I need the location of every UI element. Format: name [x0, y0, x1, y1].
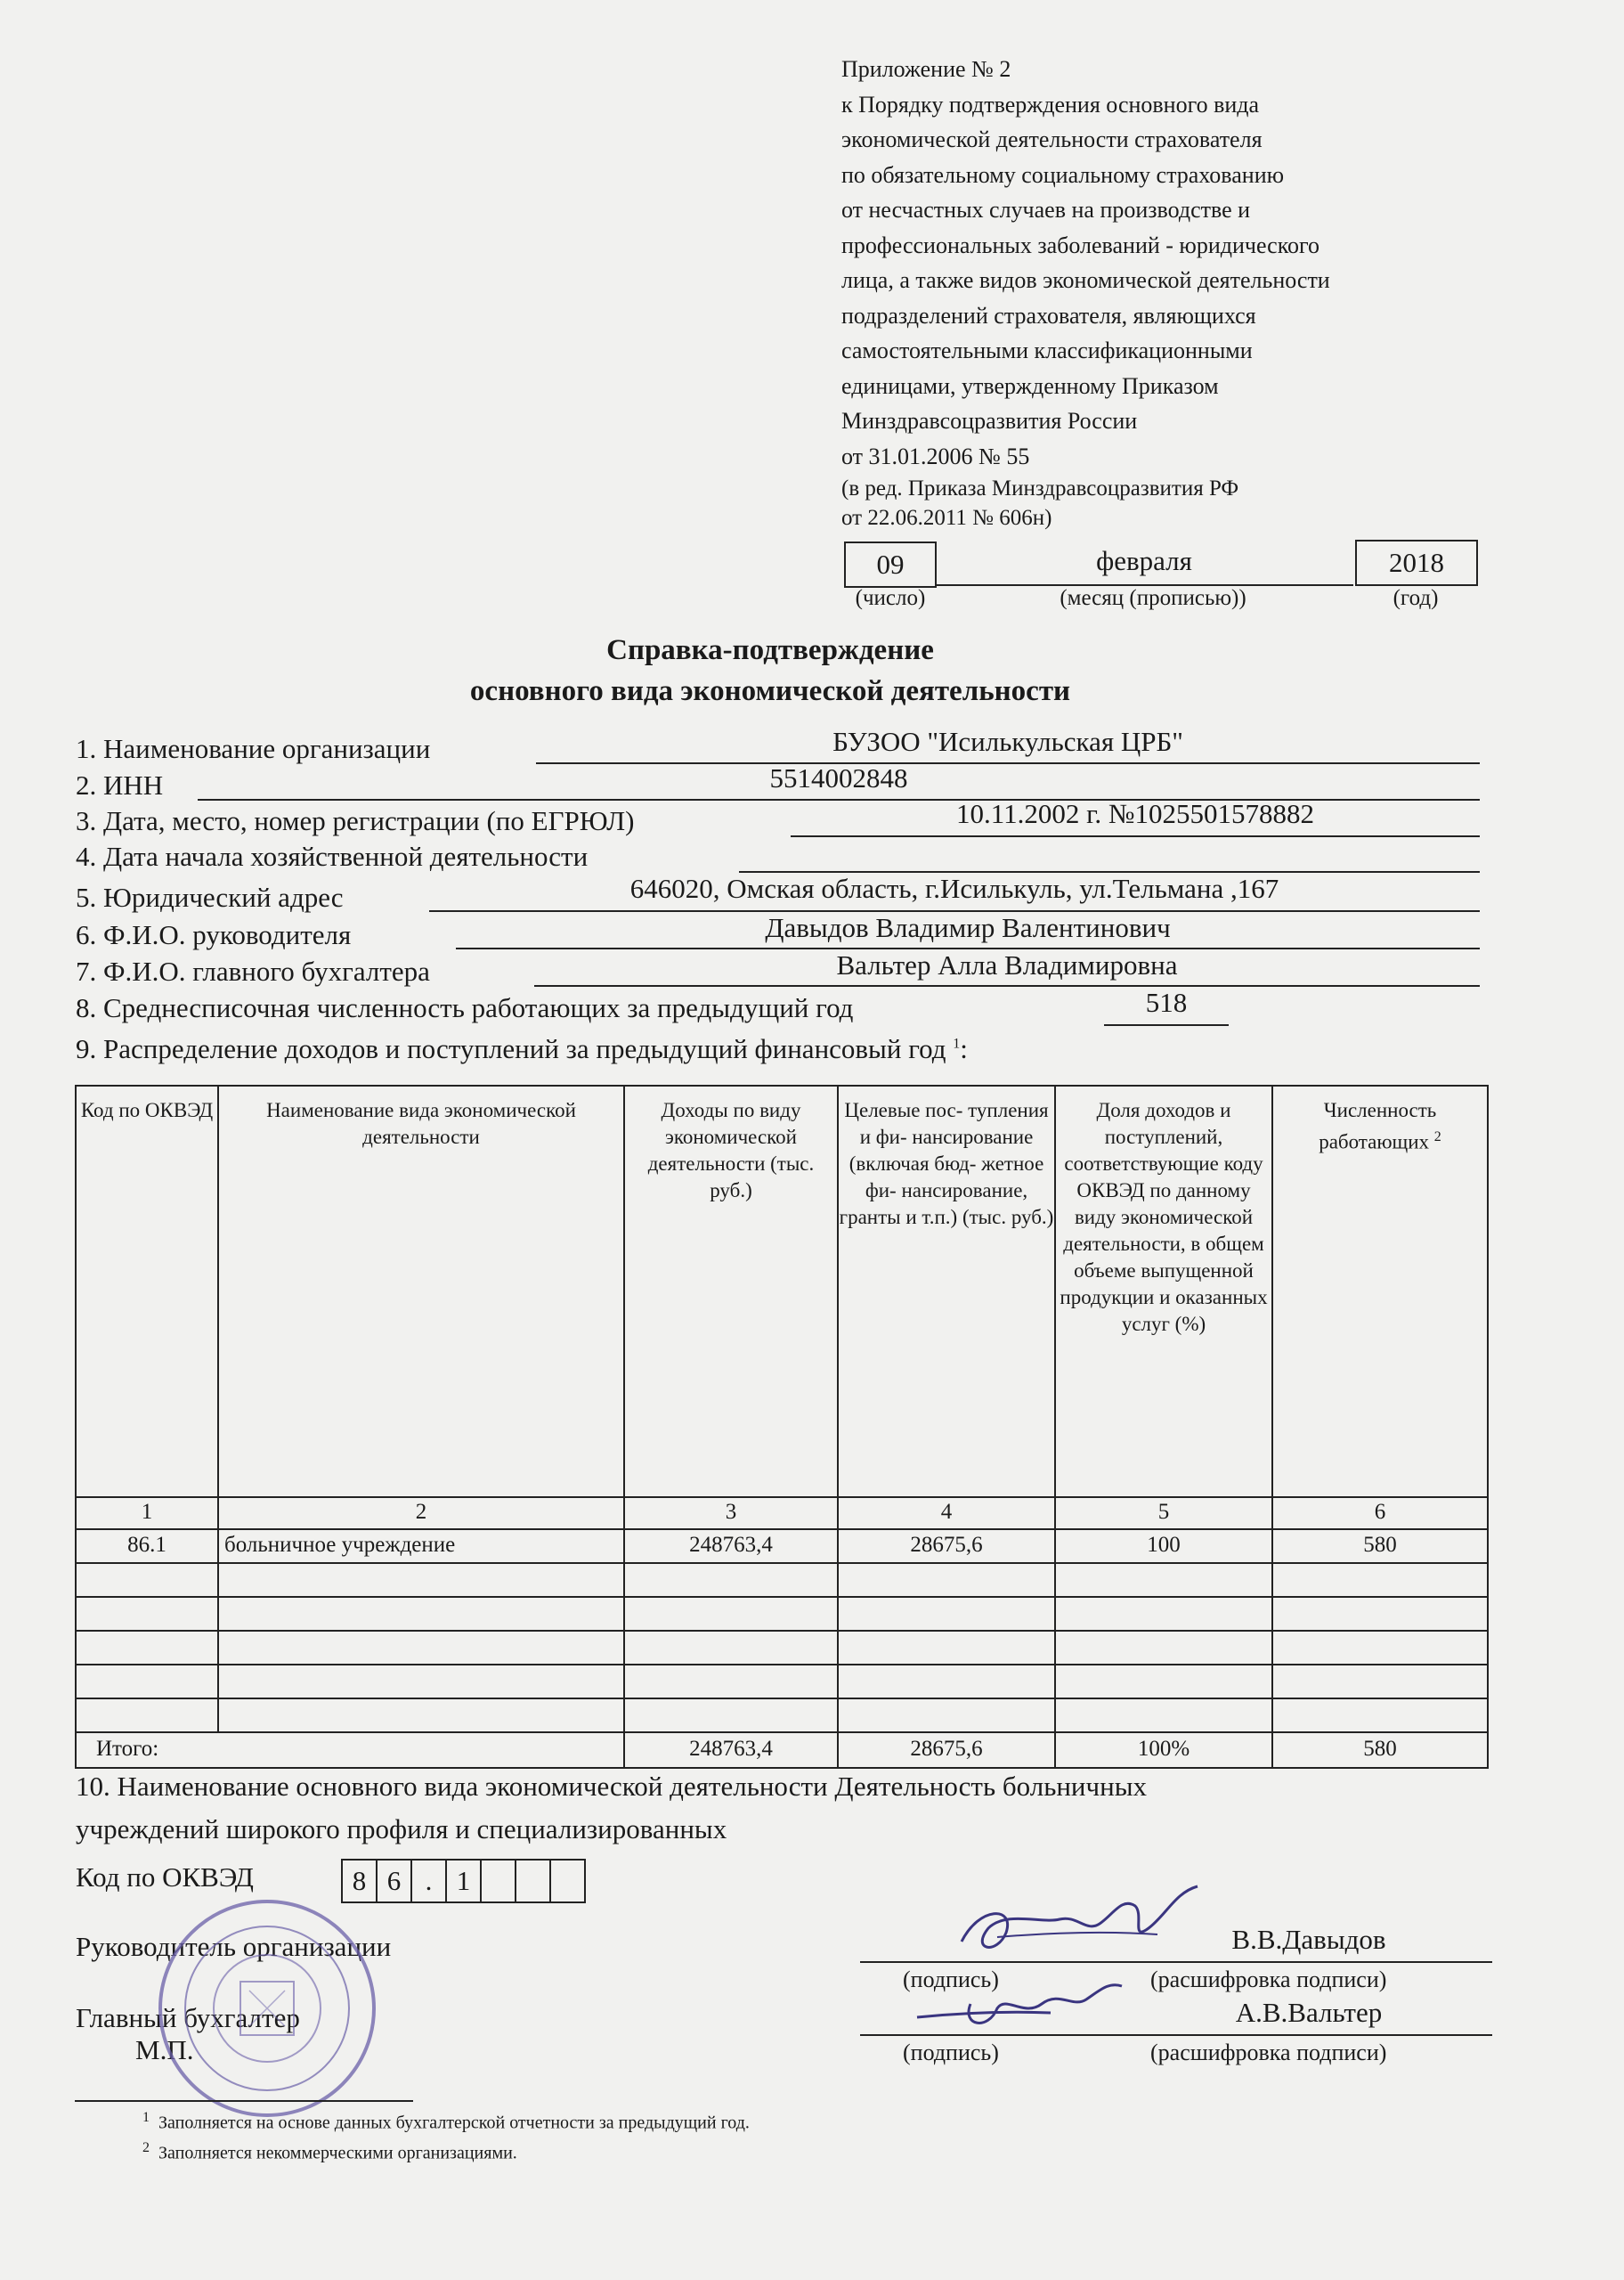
- appendix-line: самостоятельными классификационными: [841, 338, 1253, 363]
- total-share: 100%: [1055, 1732, 1272, 1768]
- appendix-line: от несчастных случаев на производстве и: [841, 197, 1251, 223]
- field-value-address: 646020, Омская область, г.Исилькуль, ул.Тельмана ,167: [629, 873, 1279, 904]
- table-cell: [1055, 1597, 1272, 1631]
- table-header-text: Численность работающих: [1319, 1099, 1437, 1153]
- field-label-director: 6. Ф.И.О. руководителя: [76, 919, 352, 950]
- table-cell: [1055, 1631, 1272, 1665]
- appendix-line: по обязательному социальному страхованию: [841, 161, 1285, 188]
- field-label-colon: :: [960, 1033, 968, 1064]
- appendix-amendment: (в ред. Приказа Минздравсоцразвития РФ: [841, 476, 1239, 501]
- stamp-place-label: М.П.: [135, 2034, 194, 2065]
- appendix-line: лица, а также видов экономической деятельности: [841, 267, 1330, 293]
- table-cell: 580: [1272, 1529, 1488, 1563]
- table-cell: [838, 1698, 1055, 1732]
- table-cell: 248763,4: [624, 1529, 838, 1563]
- table-cell: [624, 1665, 838, 1698]
- column-number: 5: [1055, 1497, 1272, 1529]
- date-month-caption: (месяц (прописью)): [1060, 586, 1246, 610]
- appendix-header: [841, 52, 1330, 533]
- appendix-line: подразделений страхователя, являющихся: [841, 302, 1256, 329]
- table-cell: [76, 1597, 218, 1631]
- table-header-cell: Код по ОКВЭД: [76, 1086, 218, 1497]
- table-row: [76, 1563, 1488, 1597]
- table-cell: [1272, 1563, 1488, 1597]
- date-day-caption: (число): [855, 586, 926, 610]
- appendix-line: профессиональных заболеваний - юридического: [841, 232, 1320, 258]
- appendix-line: Минздравсоцразвития России: [841, 408, 1138, 434]
- okved-label: Код по ОКВЭД: [76, 1861, 254, 1893]
- column-number: 6: [1272, 1497, 1488, 1529]
- table-cell: [218, 1698, 624, 1732]
- table-cell: [838, 1665, 1055, 1698]
- table-cell: [1055, 1698, 1272, 1732]
- head-label: Руководитель организации: [76, 1931, 392, 1962]
- table-header-row: [76, 1086, 1488, 1497]
- table-cell: [76, 1665, 218, 1698]
- document-title: Справка-подтверждение: [606, 634, 934, 666]
- field-label-distribution-text: 9. Распределение доходов и поступлений за предыдущий финансовый год: [76, 1033, 946, 1064]
- table-row: [76, 1529, 1488, 1563]
- document-subtitle: основного вида экономической деятельности: [469, 675, 1071, 707]
- field-label-registration: 3. Дата, место, номер регистрации (по ЕГРЮЛ): [76, 805, 635, 836]
- head-sign-caption: (подпись): [903, 1966, 999, 1992]
- date-year: 2018: [1355, 540, 1478, 586]
- appendix-line: экономической деятельности страхователя: [841, 126, 1263, 152]
- total-income: 248763,4: [624, 1732, 838, 1768]
- table-header-cell: Доля доходов и поступлений, соответствующие коду ОКВЭД по данному виду экономической деятельности, в общем объеме выпущенной продукции и оказанных услуг (%): [1055, 1086, 1272, 1497]
- table-cell: [218, 1597, 624, 1631]
- field-line-headcount: [1104, 1024, 1229, 1026]
- field-label-address: 5. Юридический адрес: [76, 882, 344, 913]
- footnote: [142, 2136, 750, 2166]
- accountant-name: А.В.Вальтер: [1235, 1997, 1383, 2028]
- table-cell: [838, 1563, 1055, 1597]
- okved-cell: [482, 1861, 516, 1901]
- appendix-amendment: от 22.06.2011 № 606н): [841, 506, 1052, 530]
- accountant-decode-caption: (расшифровка подписи): [1150, 2040, 1387, 2065]
- table-header-cell: Доходы по виду экономической деятельности (тыс. руб.): [624, 1086, 838, 1497]
- table-cell: [76, 1698, 218, 1732]
- footnote-text: Заполняется на основе данных бухгалтерской отчетности за предыдущий год.: [158, 2113, 750, 2133]
- table-cell: [1272, 1597, 1488, 1631]
- table-row: [76, 1698, 1488, 1732]
- director-signature: [944, 1879, 1211, 1968]
- footnotes: [142, 2105, 750, 2165]
- table-cell: 28675,6: [838, 1529, 1055, 1563]
- appendix-line: к Порядку подтверждения основного вида: [841, 91, 1260, 118]
- field-label-inn: 2. ИНН: [76, 770, 164, 801]
- appendix-line: единицами, утвержденному Приказом: [841, 372, 1219, 399]
- accountant-label: Главный бухгалтер: [76, 2002, 300, 2033]
- footnote: [142, 2105, 750, 2136]
- field-value-chief-accountant: Вальтер Алла Владимировна: [836, 949, 1178, 981]
- table-header-cell: [1272, 1086, 1488, 1497]
- footnote-text: Заполняется некоммерческими организациями.: [158, 2143, 517, 2163]
- total-target: 28675,6: [838, 1732, 1055, 1768]
- field-value-headcount: 518: [1145, 987, 1188, 1018]
- head-name: В.В.Давыдов: [1231, 1924, 1386, 1955]
- organization-stamp: [151, 1893, 383, 2124]
- column-number: 1: [76, 1497, 218, 1529]
- table-cell: [1055, 1563, 1272, 1597]
- table-cell: 86.1: [76, 1529, 218, 1563]
- okved-cell: .: [412, 1861, 447, 1901]
- table-header-cell: Целевые пос- тупления и фи- нансирование (включая бюд- жетное фи- нансирование, гранты и т.п.) (тыс. руб.): [838, 1086, 1055, 1497]
- table-total-row: [76, 1732, 1488, 1768]
- appendix-line: Приложение № 2: [841, 56, 1011, 82]
- section10-line2: учреждений широкого профиля и специализированных: [76, 1813, 727, 1844]
- table-cell: [1272, 1698, 1488, 1732]
- table-cell: [624, 1631, 838, 1665]
- table-cell: [624, 1597, 838, 1631]
- footnote-ref: 1: [953, 1036, 961, 1052]
- field-label-distribution: [76, 1033, 968, 1065]
- table-cell: [1272, 1631, 1488, 1665]
- table-cell: [624, 1563, 838, 1597]
- accountant-sign-caption: (подпись): [903, 2040, 999, 2065]
- footnote-number: 1: [142, 2110, 150, 2125]
- column-number: 2: [218, 1497, 624, 1529]
- table-cell: [1055, 1665, 1272, 1698]
- table-cell: [838, 1597, 1055, 1631]
- field-value-org-name: БУЗОО "Исилькульская ЦРБ": [832, 726, 1183, 757]
- field-label-org-name: 1. Наименование организации: [76, 733, 431, 764]
- okved-cell: 6: [378, 1861, 412, 1901]
- okved-cell: [516, 1861, 551, 1901]
- total-workers: 580: [1272, 1732, 1488, 1768]
- table-row: [76, 1597, 1488, 1631]
- head-decode-caption: (расшифровка подписи): [1150, 1966, 1387, 1992]
- total-label: Итого:: [76, 1732, 624, 1768]
- date-month: февраля: [1096, 545, 1192, 576]
- table-header-cell: Наименование вида экономической деятельности: [218, 1086, 624, 1497]
- okved-cell: [551, 1861, 584, 1901]
- footnote-separator: [75, 2100, 413, 2102]
- okved-cell: 8: [343, 1861, 378, 1901]
- field-line-registration: [791, 835, 1480, 837]
- date-year-caption: (год): [1393, 586, 1439, 610]
- field-value-inn: 5514002848: [769, 762, 908, 794]
- table-cell: [624, 1698, 838, 1732]
- table-row: [76, 1665, 1488, 1698]
- field-value-director: Давыдов Владимир Валентинович: [765, 912, 1171, 943]
- table-cell: [1272, 1665, 1488, 1698]
- table-cell: [218, 1665, 624, 1698]
- field-label-headcount: 8. Среднесписочная численность работающих за предыдущий год: [76, 992, 854, 1023]
- table-cell: [218, 1563, 624, 1597]
- accountant-signature: [908, 1977, 1140, 2048]
- table-cell: [218, 1631, 624, 1665]
- table-cell: [76, 1563, 218, 1597]
- okved-cell: 1: [447, 1861, 482, 1901]
- date-day: 09: [844, 542, 937, 588]
- field-label-chief-accountant: 7. Ф.И.О. главного бухгалтера: [76, 956, 430, 987]
- column-number: 4: [838, 1497, 1055, 1529]
- table-column-numbers: [76, 1497, 1488, 1529]
- appendix-line: от 31.01.2006 № 55: [841, 443, 1030, 469]
- column-number: 3: [624, 1497, 838, 1529]
- table-cell: 100: [1055, 1529, 1272, 1563]
- field-value-registration: 10.11.2002 г. №1025501578882: [956, 798, 1314, 829]
- footnote-ref: 2: [1433, 1129, 1441, 1144]
- section10-line1: 10. Наименование основного вида экономической деятельности Деятельность больничных: [76, 1771, 1148, 1802]
- income-table: [75, 1085, 1489, 1769]
- footnote-number: 2: [142, 2139, 150, 2155]
- table-cell: [838, 1631, 1055, 1665]
- field-label-start-date: 4. Дата начала хозяйственной деятельности: [76, 841, 589, 872]
- table-cell: больничное учреждение: [218, 1529, 624, 1563]
- table-row: [76, 1631, 1488, 1665]
- table-cell: [76, 1631, 218, 1665]
- field-line-chief-accountant: [534, 985, 1480, 987]
